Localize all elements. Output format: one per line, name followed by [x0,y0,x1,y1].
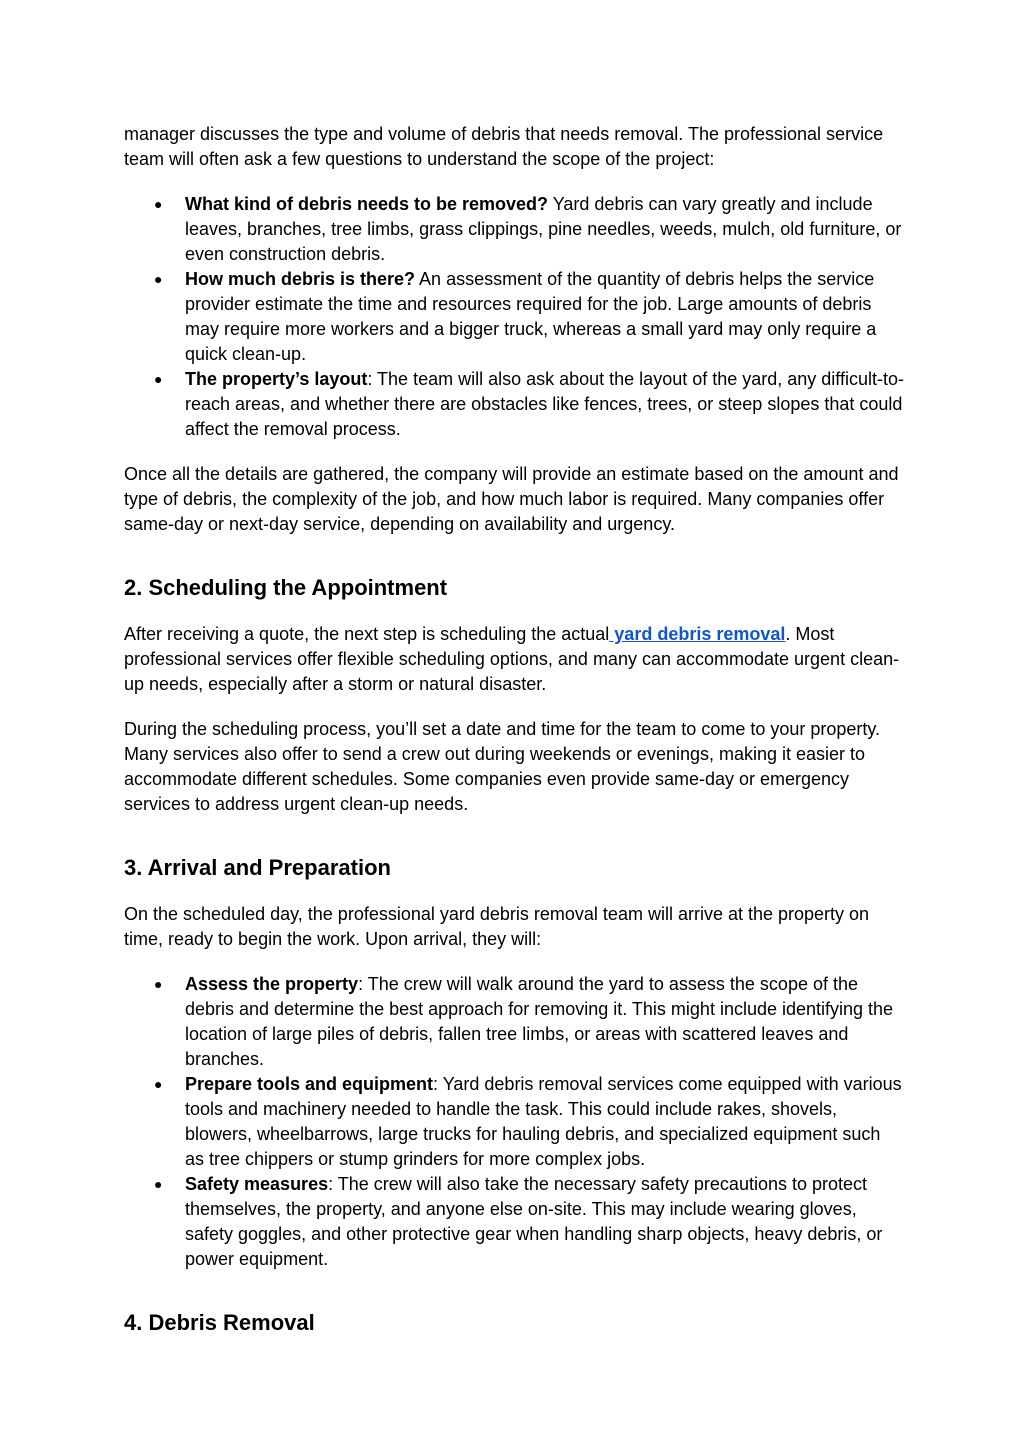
list-item-text: : The crew will also take the necessary safety precautions to protect themselves, the property, and anyone else on-site. This may include wearing gloves, safety goggles, and other protective gear when handling sharp objects, heavy debris, or power equipment. [185,1174,883,1269]
list-item-bold: Prepare tools and equipment [185,1074,434,1094]
list-item [124,1072,904,1172]
arrival-steps-list [124,972,904,1272]
list-item-text: An assessment of the quantity of debris helps the service provider estimate the time and resources required for the job. Large amounts of debris may require more workers and a bigger truck, whereas a small yard may only require a quick clean-up. [185,269,877,364]
list-item-text: : Yard debris removal services come equipped with various tools and machinery needed to handle the task. This could include rakes, shovels, blowers, wheelbarrows, large trucks for hauling debris, and specialized equipment such as tree chippers or stump grinders for more complex jobs. [185,1074,902,1169]
questions-list [124,192,904,442]
bullet-icon: ● [154,1076,163,1092]
list-item [124,367,904,442]
list-item [124,972,904,1072]
arrival-intro-paragraph: On the scheduled day, the professional yard debris removal team will arrive at the property on time, ready to begin the work. Upon arrival, they will: [124,904,870,949]
section-heading-debris-removal: 4. Debris Removal [124,1310,315,1335]
section-heading-arrival: 3. Arrival and Preparation [124,855,391,880]
scheduling-paragraph-1 [124,622,904,697]
list-item-bold: The property’s layout [185,369,368,389]
yard-debris-removal-link[interactable]: yard debris removal [609,624,786,644]
bullet-icon: ● [154,1176,163,1192]
bullet-icon: ● [154,271,163,287]
list-item-text: : The team will also ask about the layout of the yard, any difficult-to-reach areas, and whether there are obstacles like fences, trees, or steep slopes that could affect the removal process. [185,369,904,439]
section-heading-scheduling: 2. Scheduling the Appointment [124,575,448,600]
scheduling-text-after: . Most professional services offer flexible scheduling options, and many can accommodate urgent clean-up needs, especially after a storm or natural disaster. [124,624,900,694]
list-item [124,267,904,367]
list-item-bold: Safety measures [185,1174,329,1194]
bullet-icon: ● [154,371,163,387]
list-item-bold: What kind of debris needs to be removed? [185,194,549,214]
list-item-text: : The crew will walk around the yard to assess the scope of the debris and determine the best approach for removing it. This might include identifying the location of large piles of debris, fallen tree limbs, or areas with scattered leaves and branches. [185,974,894,1069]
document-page [124,122,904,1337]
scheduling-paragraph-2: During the scheduling process, you’ll set a date and time for the team to come to your property. Many services also offer to send a crew out during weekends or evenings, making it easier to accommodate different schedules. Some companies even provide same-day or emergency services to address urgent clean-up needs. [124,719,881,814]
estimate-paragraph: Once all the details are gathered, the company will provide an estimate based on the amount and type of debris, the complexity of the job, and how much labor is required. Many companies offer same-day or next-day service, depending on availability and urgency. [124,464,899,534]
scheduling-text-before: After receiving a quote, the next step is scheduling the actual [124,624,610,644]
intro-paragraph: manager discusses the type and volume of debris that needs removal. The professional service team will often ask a few questions to understand the scope of the project: [124,124,884,169]
list-item [124,192,904,267]
list-item-bold: Assess the property [185,974,359,994]
list-item-bold: How much debris is there? [185,269,416,289]
list-item-text: Yard debris can vary greatly and include leaves, branches, tree limbs, grass clippings, pine needles, weeds, mulch, old furniture, or even construction debris. [185,194,902,264]
bullet-icon: ● [154,196,163,212]
bullet-icon: ● [154,976,163,992]
list-item [124,1172,904,1272]
